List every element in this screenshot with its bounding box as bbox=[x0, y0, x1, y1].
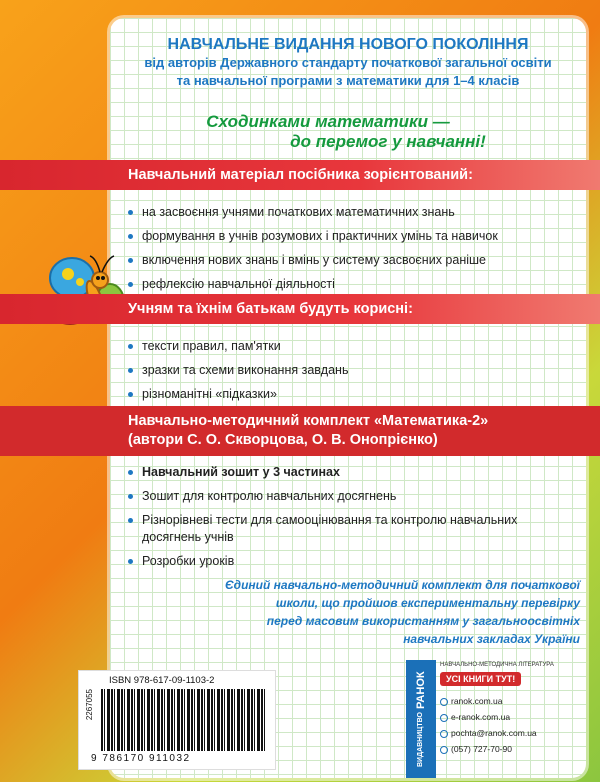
list-item: Розробки уроків bbox=[128, 553, 578, 570]
header-title: НАВЧАЛЬНЕ ВИДАННЯ НОВОГО ПОКОЛІННЯ bbox=[167, 36, 529, 53]
list-item: Навчальний зошит у 3 частинах bbox=[128, 464, 578, 481]
barcode-digits: 9 786170 911032 bbox=[91, 753, 191, 764]
isbn: ISBN 978-617-09-1103-2 bbox=[109, 675, 215, 686]
list-item: включення нових знань і вмінь у систему засвоєних раніше bbox=[128, 252, 578, 269]
logo-text: РАНОК bbox=[415, 671, 427, 709]
section-3-title-line-1: Навчально-методичний комплект «Математика-2» bbox=[128, 413, 489, 429]
contact-email[interactable] bbox=[440, 728, 537, 738]
cart-icon bbox=[440, 714, 448, 722]
site-1-text: ranok.com.ua bbox=[451, 696, 503, 706]
barcode-side-number: 2267055 bbox=[85, 689, 94, 721]
email-text: pochta@ranok.com.ua bbox=[451, 728, 537, 738]
header-line-2: від авторів Державного стандарту початкової загальної освіти bbox=[144, 55, 552, 70]
header bbox=[110, 36, 586, 90]
section-1-title: Навчальний матеріал посібника зорієнтований: bbox=[0, 160, 600, 190]
contact-site-2[interactable] bbox=[440, 712, 510, 722]
contact-phone bbox=[440, 744, 512, 754]
phone-icon bbox=[440, 746, 448, 754]
publisher-logo bbox=[406, 660, 436, 778]
web-icon bbox=[440, 698, 448, 706]
closing-line-3: перед масовим використанням у загальноосвітніх bbox=[266, 614, 580, 628]
publisher-call: УСІ КНИГИ ТУТ! bbox=[440, 672, 521, 686]
site-2-text: e-ranok.com.ua bbox=[451, 712, 511, 722]
closing-line-1: Єдиний навчально-методичний комплект для початкової bbox=[225, 578, 580, 592]
section-2-list bbox=[128, 338, 578, 410]
phone-text: (057) 727-70-90 bbox=[451, 744, 512, 754]
publisher-tagline: НАВЧАЛЬНО-МЕТОДИЧНА ЛІТЕРАТУРА bbox=[440, 662, 554, 668]
slogan-line-1: Сходинками математики — bbox=[206, 112, 450, 131]
contact-site-1[interactable] bbox=[440, 696, 503, 706]
publisher-block bbox=[406, 660, 554, 780]
list-item: тексти правил, пам'ятки bbox=[128, 338, 578, 355]
section-1-list bbox=[128, 204, 578, 300]
mail-icon bbox=[440, 730, 448, 738]
list-item: рефлексію навчальної діяльності bbox=[128, 276, 578, 293]
list-item: формування в учнів розумових і практичних умінь та навичок bbox=[128, 228, 578, 245]
barcode-bars bbox=[101, 689, 267, 751]
list-item: різноманітні «підказки» bbox=[128, 386, 578, 403]
list-item: на засвоєння учнями початкових математичних знань bbox=[128, 204, 578, 221]
closing-line-2: школи, що пройшов експериментальну перевірку bbox=[275, 596, 580, 610]
section-3-title bbox=[0, 406, 600, 456]
section-3-list bbox=[128, 464, 578, 577]
section-2-title: Учням та їхнім батькам будуть корисні: bbox=[0, 294, 600, 324]
closing-line-4: навчальних закладах України bbox=[403, 632, 580, 646]
barcode bbox=[78, 670, 276, 770]
list-item: Зошит для контролю навчальних досягнень bbox=[128, 488, 578, 505]
slogan-line-2: до перемог у навчанні! bbox=[290, 132, 486, 151]
section-3-title-line-2: (автори С. О. Скворцова, О. В. Онопрієнко) bbox=[128, 432, 438, 448]
closing-statement bbox=[150, 576, 580, 648]
list-item: Різнорівневі тести для самооцінювання та контролю навчальних досягнень учнів bbox=[128, 512, 578, 546]
logo-small-text: ВИДАВНИЦТВО bbox=[417, 711, 424, 767]
header-line-3: та навчальної програми з математики для 1–4 класів bbox=[176, 73, 520, 88]
slogan bbox=[110, 112, 586, 152]
list-item: зразки та схеми виконання завдань bbox=[128, 362, 578, 379]
